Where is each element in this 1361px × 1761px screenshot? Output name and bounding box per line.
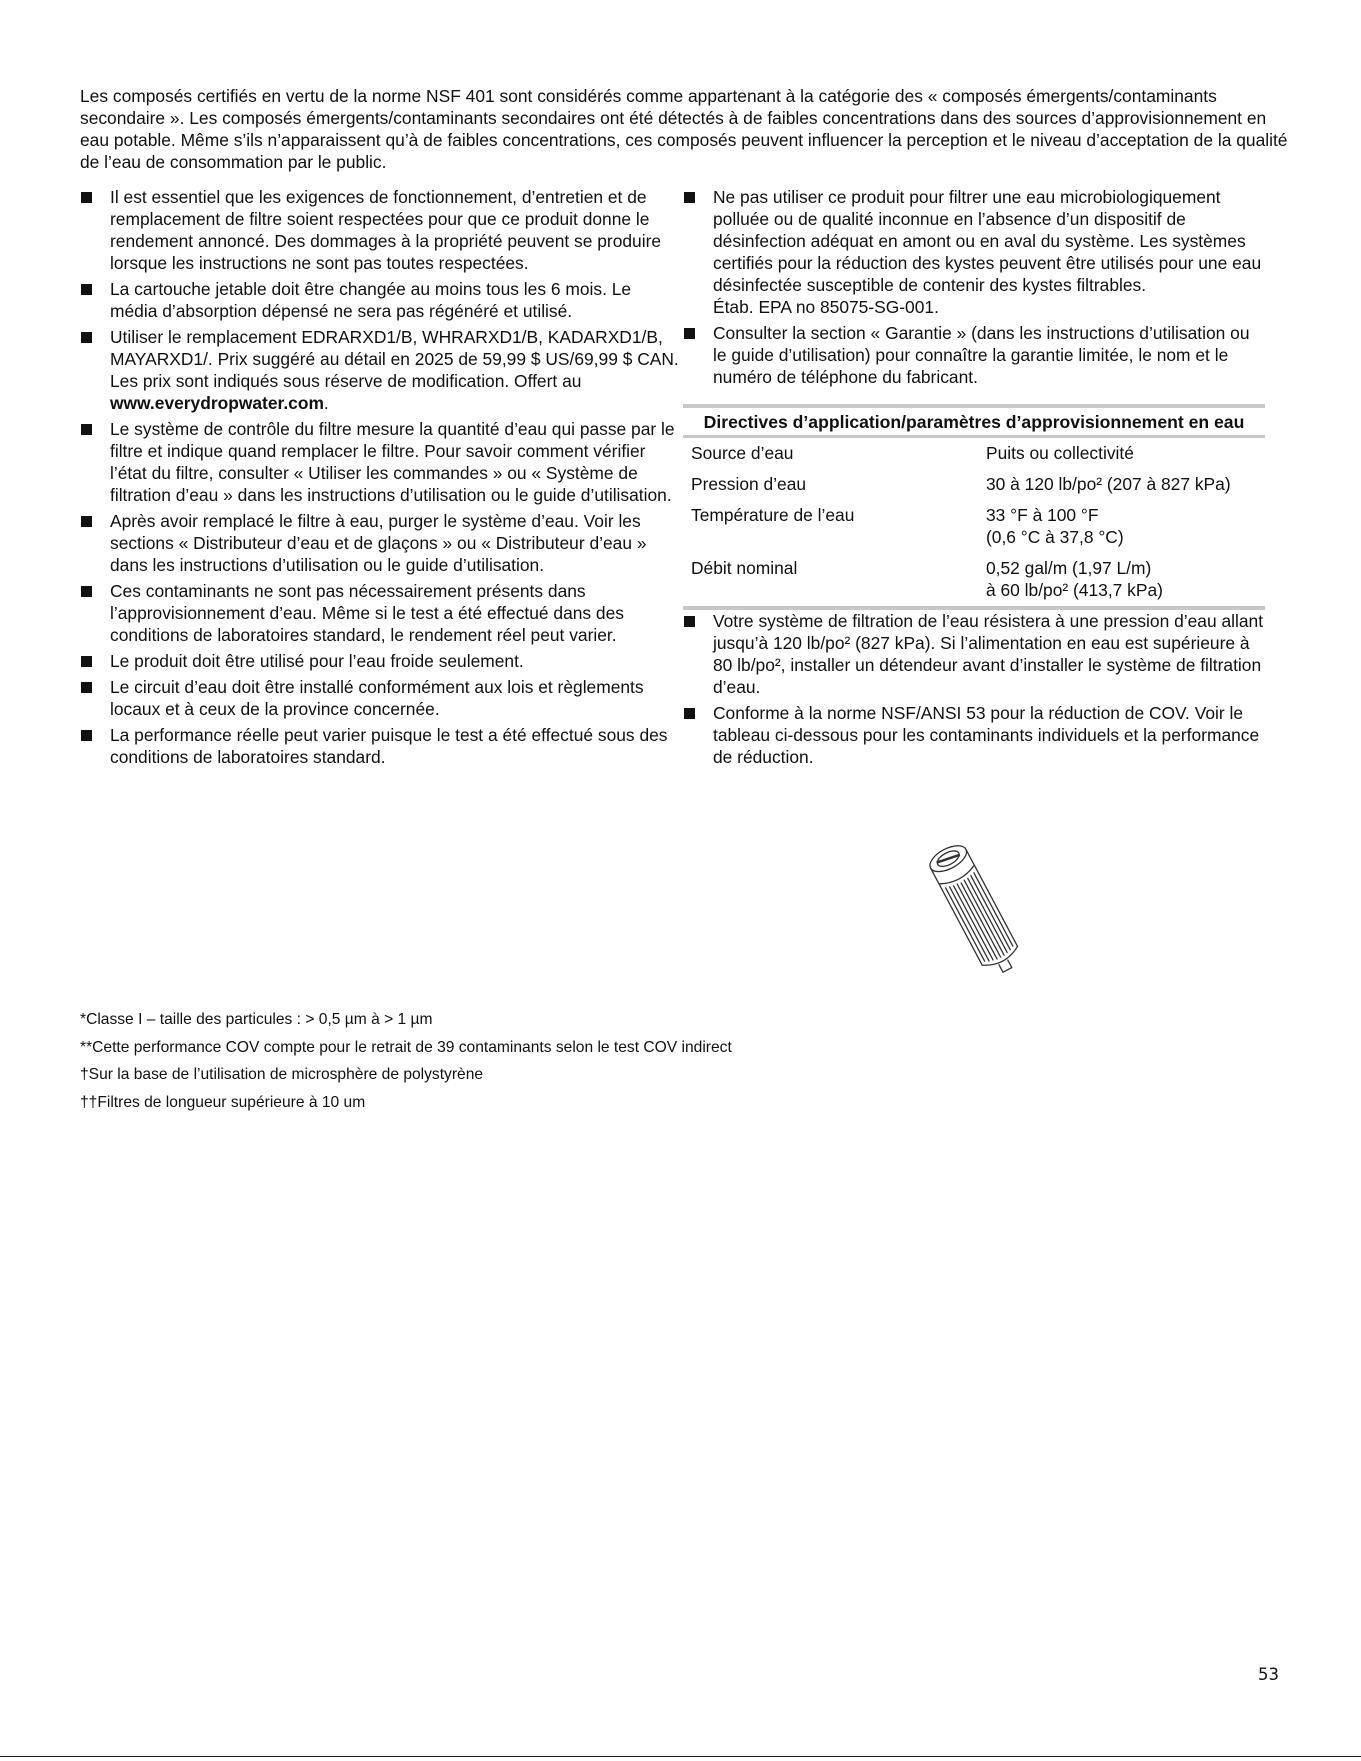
right-bullet-list-top [683,186,1265,388]
spec-value-line: 30 à 120 lb/po² (207 à 827 kPa) [986,474,1231,494]
footnote: ††Filtres de longueur supérieure à 10 um [80,1093,366,1111]
spec-value-line: à 60 lb/po² (413,7 kPa) [986,580,1163,600]
spec-value [986,442,1257,464]
bullet-item: Le circuit d’eau doit être installé conformément aux lois et règlements locaux et à ceux de la province concernée. [80,676,680,720]
spec-row [683,553,1265,606]
spec-row [683,469,1265,500]
footnote: **Cette performance COV compte pour le retrait de 39 contaminants selon le test COV indirect [80,1038,732,1056]
bullet-item: Ces contaminants ne sont pas nécessairement présents dans l’approvisionnement d’eau. Même si le test a été effectué dans des conditions de laboratoires standard, le rendement réel peut varier. [80,580,680,646]
spec-value-line: (0,6 °C à 37,8 °C) [986,527,1124,547]
bullet-text: Utiliser le remplacement EDRARXD1/B, WHRARXD1/B, KADARXD1/B, MAYARXD1/. Prix suggéré au détail en 2025 de 59,99 $ US/69,99 $ CAN. Les prix sont indiqués sous réserve de modification. Offert au [110,327,679,391]
bullet-item: Consulter la section « Garantie » (dans les instructions d’utilisation ou le guide d’utilisation) pour connaître la garantie limitée, le nom et le numéro de téléphone du fabricant. [683,322,1265,388]
spec-value [986,557,1257,601]
bullet-item: Votre système de filtration de l’eau résistera à une pression d’eau allant jusqu’à 120 lb/po² (827 kPa). Si l’alimentation en eau est supérieure à 80 lb/po², installer un détendeur avant d’installer le système de filtration d’eau. [683,610,1265,698]
spec-value-line: 33 °F à 100 °F [986,505,1099,525]
right-column [683,186,1265,772]
spec-label: Pression d’eau [691,474,807,494]
spec-row [683,500,1265,553]
bullet-item: Conforme à la norme NSF/ANSI 53 pour la réduction de COV. Voir le tableau ci-dessous pour les contaminants individuels et la performance de réduction. [683,702,1265,768]
left-bullet-list [80,186,680,768]
spec-value [986,473,1257,495]
footnote: *Classe I – taille des particules : > 0,5 µm à > 1 µm [80,1011,433,1028]
spec-value-line: Puits ou collectivité [986,443,1134,463]
bullet-item [80,326,680,414]
bottom-divider [0,1756,1361,1757]
footnotes [80,1010,732,1120]
page-number: 53 [1258,1665,1279,1684]
bullet-item: Ne pas utiliser ce produit pour filtrer une eau microbiologiquement polluée ou de qualité inconnue en l’absence d’un dispositif de désinfection adéquat en amont ou en aval du système. Les systèmes certifiés pour la réduction des kystes peuvent être utilisés pour une eau désinfectée susceptible de contenir des kystes filtrables. Étab. EPA no 85075-SG-001. [683,186,1265,318]
spec-label: Source d’eau [691,443,794,463]
bullet-item: Le système de contrôle du filtre mesure la quantité d’eau qui passe par le filtre et indique quand remplacer le filtre. Pour savoir comment vérifier l’état du filtre, consulter « Utiliser les commandes » ou « Système de filtration d’eau » dans les instructions d’utilisation ou le guide d’utilisation. [80,418,680,506]
right-bullet-list-bottom [683,610,1265,768]
intro-paragraph: Les composés certifiés en vertu de la norme NSF 401 sont considérés comme appartenant à la catégorie des « composés émergents/contaminants secondaire ». Les composés émergents/contaminants secondaires ont été détectés à de faibles concentrations dans des sources d’approvisionnement en eau potable. Même s’ils n’apparaissent qu’à de faibles concentrations, ces composés peuvent influencer la perception et le niveau d’acceptation de la qualité de l’eau de consommation par le public. [80,86,1288,172]
spec-label: Température de l’eau [691,505,855,525]
spec-label: Débit nominal [691,558,798,578]
spec-row [683,438,1265,469]
website-link[interactable]: www.everydropwater.com [110,393,324,413]
footnote: †Sur la base de l’utilisation de microsphère de polystyrène [80,1066,484,1083]
water-filter-cartridge-illustration [910,834,1040,984]
spec-table [683,404,1265,610]
bullet-item: Le produit doit être utilisé pour l’eau froide seulement. [80,650,680,672]
spec-value-line: 0,52 gal/m (1,97 L/m) [986,558,1152,578]
spec-value [986,504,1257,548]
bullet-text-end: . [323,393,329,413]
bullet-item: La performance réelle peut varier puisque le test a été effectué sous des conditions de laboratoires standard. [80,724,680,768]
spec-table-title: Directives d’application/paramètres d’approvisionnement en eau [683,408,1265,438]
left-column [80,186,680,772]
bullet-item: La cartouche jetable doit être changée au moins tous les 6 mois. Le média d’absorption dépensé ne sera pas régénéré et utilisé. [80,278,680,322]
bullet-item: Après avoir remplacé le filtre à eau, purger le système d’eau. Voir les sections « Distributeur d’eau et de glaçons » ou « Distributeur d’eau » dans les instructions d’utilisation ou le guide d’utilisation. [80,510,680,576]
bullet-item: Il est essentiel que les exigences de fonctionnement, d’entretien et de remplacement de filtre soient respectées pour que ce produit donne le rendement annoncé. Des dommages à la propriété peuvent se produire lorsque les instructions ne sont pas toutes respectées. [80,186,680,274]
